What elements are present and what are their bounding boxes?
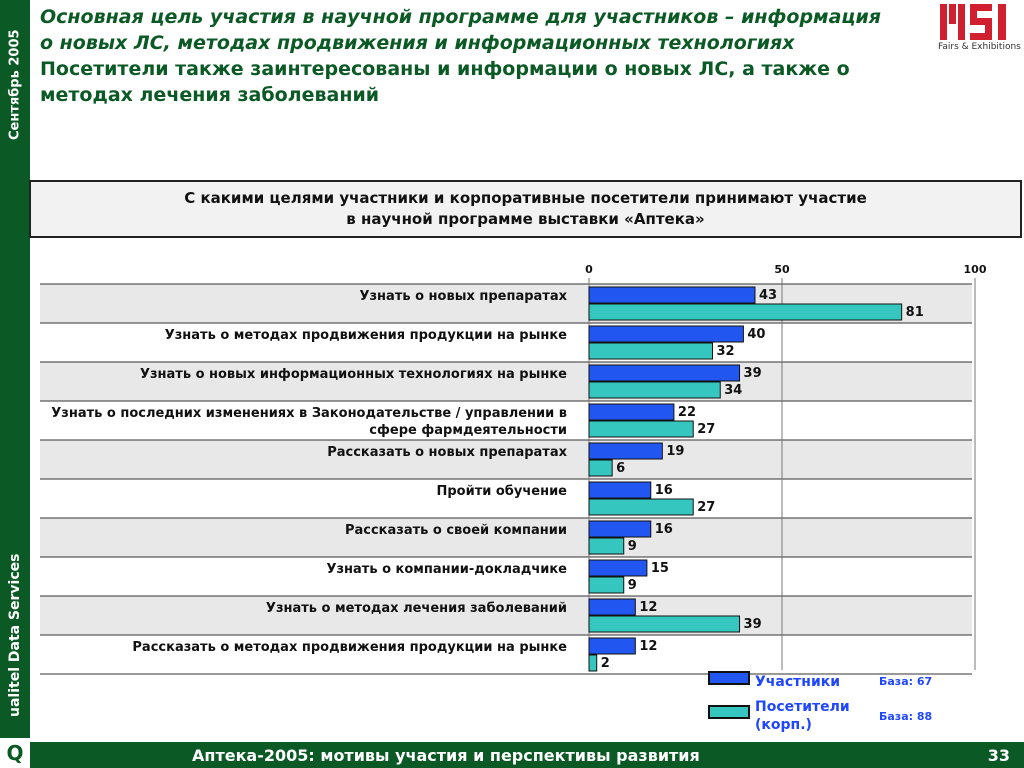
data-label-participants: 39 (743, 366, 762, 381)
category-label: Рассказать о новых препаратах (327, 445, 567, 460)
data-label-participants: 19 (666, 444, 685, 459)
legend-base-visitors: База: 88 (879, 710, 933, 723)
category-label: Рассказать о своей компании (344, 523, 567, 538)
bar-visitors (589, 499, 693, 515)
data-label-visitors: 9 (627, 578, 637, 593)
bar-visitors (589, 616, 740, 632)
bar-visitors (589, 304, 902, 320)
legend-base-participants: База: 67 (879, 675, 933, 688)
page-number: 33 (987, 746, 1010, 765)
x-tick-label: 0 (585, 263, 593, 276)
data-label-visitors: 32 (716, 344, 735, 359)
legend-swatch-visitors (708, 705, 750, 719)
category-label: Пройти обучение (436, 484, 567, 499)
data-label-visitors: 39 (743, 617, 762, 632)
data-label-visitors: 34 (724, 383, 743, 398)
category-label: Узнать о методах лечения заболеваний (265, 601, 567, 616)
x-tick-label: 50 (774, 263, 790, 276)
legend-label-visitors: Посетители (корп.) (755, 699, 850, 733)
bar-participants (589, 404, 674, 420)
data-label-participants: 16 (654, 483, 673, 498)
data-label-participants: 15 (650, 561, 669, 576)
data-label-participants: 12 (639, 639, 658, 654)
category-label: Рассказать о методах продвижения продукции на рынке (132, 640, 567, 655)
title-line-1: Основная цель участия в научной программе для участников – информация о новых ЛС, методах продвижения и информационных технологиях (40, 6, 882, 54)
data-label-visitors: 27 (697, 500, 716, 515)
question-line-1: С какими целями участники и корпоративные посетители принимают участие (184, 189, 867, 207)
footer-bar (30, 742, 1024, 768)
side-company-name: ualitel Data Services (7, 553, 23, 717)
x-tick-label: 100 (963, 263, 987, 276)
bar-participants (589, 326, 743, 342)
bar-participants (589, 521, 651, 537)
data-label-participants: 12 (639, 600, 658, 615)
legend-label-participants: Участники (755, 674, 841, 690)
footer-title: Аптека-2005: мотивы участия и перспективы развития (192, 746, 700, 765)
question-line-2: в научной программе выставки «Аптека» (346, 210, 705, 228)
bar-participants (589, 482, 651, 498)
data-label-participants: 22 (677, 405, 696, 420)
bar-participants (589, 638, 635, 654)
company-logo-letter: Q (0, 738, 30, 768)
title-line-2: Посетители также заинтересованы и информации о новых ЛС, а также о методах лечения заболеваний (40, 58, 850, 106)
side-date: Сентябрь 2005 (7, 29, 23, 141)
category-label: Узнать о последних изменениях в Законодательстве / управлении в сфере фармдеятельности (51, 406, 567, 438)
data-label-participants: 40 (747, 327, 766, 342)
bar-participants (589, 287, 755, 303)
bar-participants (589, 365, 740, 381)
category-label: Узнать о новых информационных технологиях на рынке (139, 367, 567, 382)
bar-visitors (589, 577, 624, 593)
bar-visitors (589, 421, 693, 437)
data-label-visitors: 2 (600, 656, 610, 671)
bar-participants (589, 599, 635, 615)
bar-visitors (589, 655, 597, 671)
category-label: Узнать о новых препаратах (359, 289, 567, 304)
data-label-visitors: 27 (697, 422, 716, 437)
data-label-visitors: 81 (905, 305, 924, 320)
bar-visitors (589, 538, 624, 554)
bar-participants (589, 560, 647, 576)
data-label-participants: 16 (654, 522, 673, 537)
bar-visitors (589, 382, 720, 398)
bar-visitors (589, 343, 713, 359)
bar-visitors (589, 460, 612, 476)
category-label: Узнать о методах продвижения продукции на рынке (164, 328, 567, 343)
category-label: Узнать о компании-докладчике (326, 562, 567, 577)
logo-caption: Fairs & Exhibitions (938, 42, 1021, 52)
data-label-visitors: 9 (627, 539, 637, 554)
bar-participants (589, 443, 662, 459)
legend-swatch-participants (708, 671, 750, 685)
data-label-visitors: 6 (616, 461, 626, 476)
data-label-participants: 43 (758, 288, 778, 303)
